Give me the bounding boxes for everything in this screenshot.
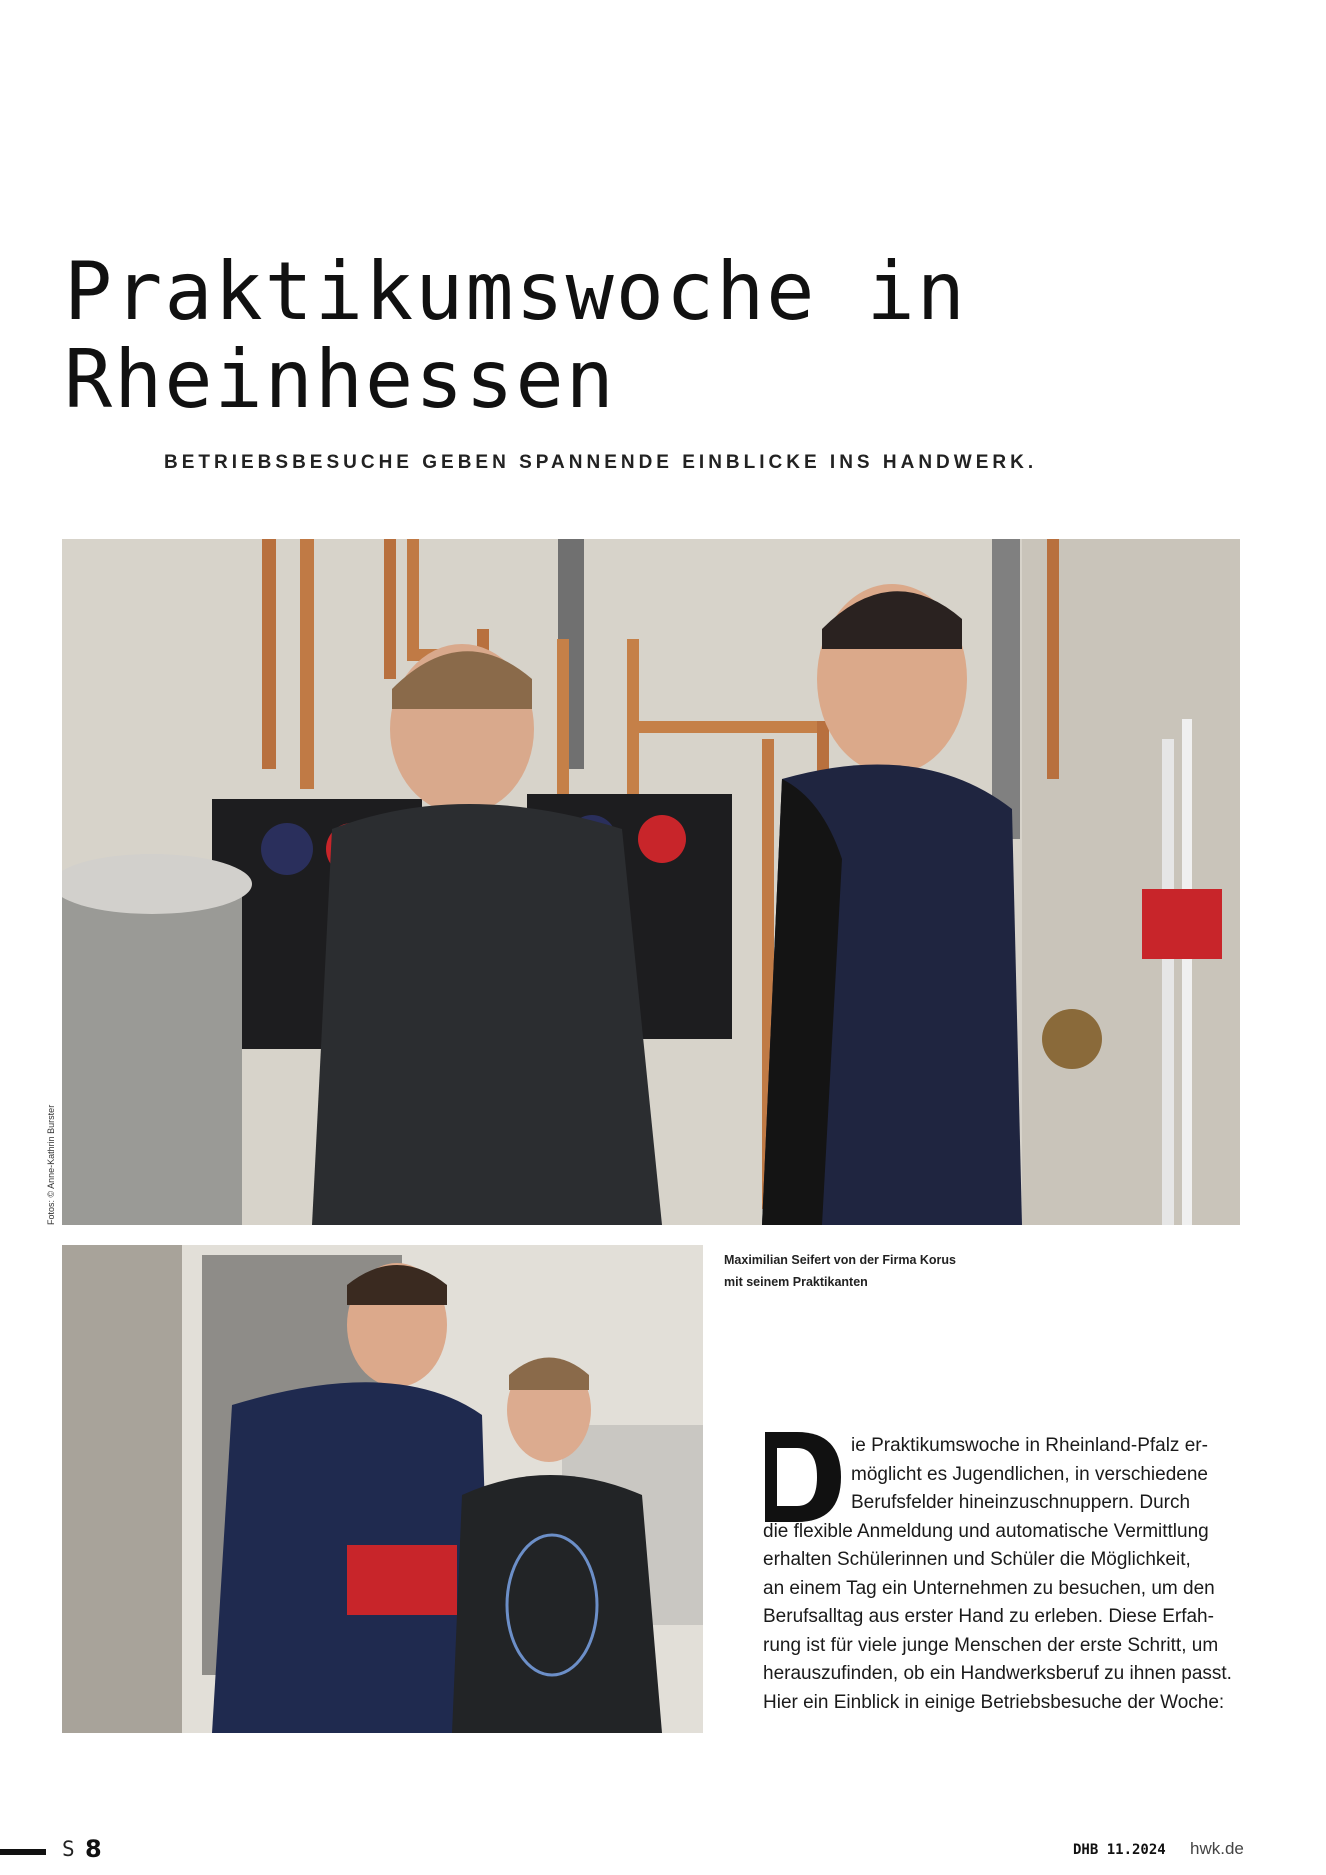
page-prefix: S: [62, 1837, 75, 1861]
body-line-9: herauszufinden, ob ein Handwerksberuf zu ihnen passt.: [763, 1663, 1232, 1684]
main-photo-illustration: [62, 539, 1240, 1225]
body-line-6: an einem Tag ein Unternehmen zu besuchen, um den: [763, 1577, 1215, 1599]
body-line-1: ie Praktikumswoche in Rheinland-Pfalz er-: [851, 1435, 1208, 1456]
second-photo: [62, 1245, 703, 1733]
body-line-2: möglicht es Jugendlichen, in verschiedene: [851, 1463, 1208, 1485]
title-line-2: Rheinhessen: [64, 333, 616, 426]
page-number: 8: [85, 1835, 102, 1863]
body-line-7: Berufsalltag aus erster Hand zu erleben. Diese Erfah-: [763, 1606, 1214, 1627]
second-photo-illustration: [62, 1245, 703, 1733]
body-line-10: Hier ein Einblick in einige Betriebsbesuche der Woche:: [763, 1691, 1225, 1713]
article-subtitle: BETRIEBSBESUCHE GEBEN SPANNENDE EINBLICKE INS HANDWERK.: [164, 452, 1038, 473]
issue-label: DHB 11.2024: [1073, 1842, 1166, 1858]
site-url: hwk.de: [1190, 1839, 1244, 1858]
caption-line-2: mit seinem Praktikanten: [724, 1275, 868, 1289]
photo-credit: Fotos: © Anne-Kathrin Burster: [46, 1104, 56, 1225]
body-line-4: die flexible Anmeldung und automatische Vermittlung: [763, 1520, 1209, 1542]
body-line-8: rung ist für viele junge Menschen der erste Schritt, um: [763, 1634, 1219, 1656]
body-line-3: Berufsfelder hineinzuschnuppern. Durch: [851, 1492, 1191, 1513]
main-photo: [62, 539, 1240, 1225]
article-title: [64, 245, 1164, 426]
photo-caption: [724, 1249, 984, 1293]
body-line-5: erhalten Schülerinnen und Schüler die Möglichkeit,: [763, 1549, 1191, 1570]
article-body: [763, 1432, 1241, 1717]
footer-rule: [0, 1849, 46, 1855]
caption-line-1: Maximilian Seifert von der Firma Korus: [724, 1253, 957, 1267]
title-line-1: Praktikumswoche in: [64, 245, 967, 338]
